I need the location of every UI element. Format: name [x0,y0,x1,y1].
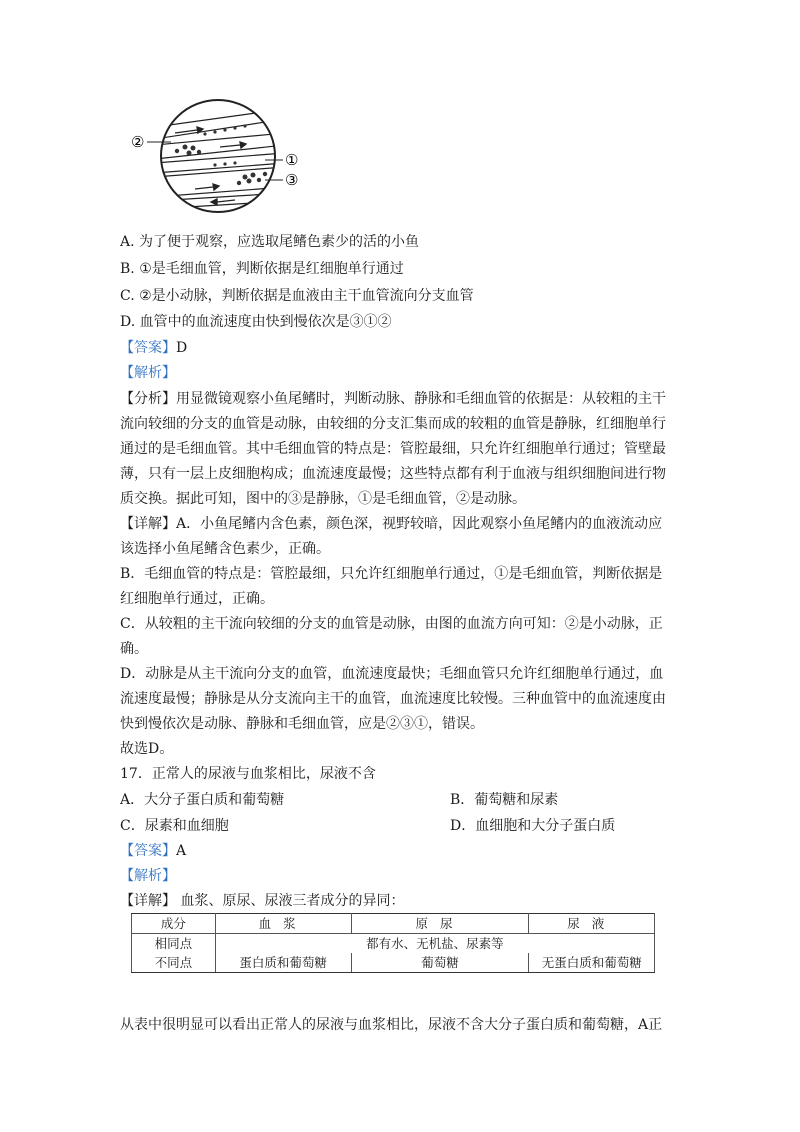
detail-text: A．小鱼尾鳍内含色素，颜色深，视野较暗，因此观察小鱼尾鳍内的血液流动应 [176,516,663,532]
table-cell: 葡萄糖 [351,953,529,973]
q16-analysis-tag: 【解析】 [120,365,176,381]
q16-option-d: D. 血管中的血流速度由快到慢依次是③①② [120,314,392,330]
q17-stem: 17．正常人的尿液与血浆相比，尿液不含 [120,766,376,782]
figure-label-3: ③ [285,171,299,189]
q16-detail-line: 该选择小鱼尾鳍含色素少，正确。 [120,541,330,557]
figure-label-1: ① [285,151,299,169]
q16-detail-line [120,511,680,537]
q16-detail-line: 快到慢依次是动脉、静脉和毛细血管，应是②③①，错误。 [120,716,484,732]
q16-option-b: B. ①是毛细血管，判断依据是红细胞单行通过 [120,261,404,277]
figure-label-2: ② [131,133,145,151]
table-header: 尿液 [529,914,655,934]
fenxi-tag: 【分析】 [120,391,176,407]
q16-detail-line: 确。 [120,641,148,657]
table-cell: 无蛋白质和葡萄糖 [529,953,655,973]
q17-conclusion: 从表中很明显可以看出正常人的尿液与血浆相比，尿液不含大分子蛋白质和葡萄糖，A正 [120,1017,663,1033]
answer-tag: 【答案】 [120,843,176,859]
blood-vessel-figure [125,97,315,215]
q17-option-a: A．大分子蛋白质和葡萄糖 [120,792,285,808]
q17-option-d: D．血细胞和大分子蛋白质 [450,818,616,834]
q16-fenxi-line: 质交换。据此可知，图中的③是静脉，①是毛细血管，②是动脉。 [120,491,526,507]
answer-value: A [176,843,187,859]
table-cell: 蛋白质和葡萄糖 [215,953,351,973]
q16-fenxi-line: 流向较细的分支的血管是动脉，由较细的分支汇集而成的较粗的血管是静脉，红细胞单行 [120,416,666,432]
q17-option-c: C．尿素和血细胞 [120,818,229,834]
q17-analysis-tag: 【解析】 [120,868,176,884]
q16-fenxi-line [120,386,680,412]
q16-detail-line: B．毛细血管的特点是：管腔最细，只允许红细胞单行通过，①是毛细血管，判断依据是 [120,566,663,582]
table-header: 成分 [132,914,216,934]
detail-tag: 【详解】 [120,893,176,909]
q16-detail-line: D．动脉是从主干流向分支的血管，血流速度最快；毛细血管只允许红细胞单行通过，血 [120,666,664,682]
comparison-table [131,913,655,973]
q17-answer [120,838,680,864]
q16-answer [120,335,680,361]
answer-tag: 【答案】 [120,340,176,356]
q16-option-a: A. 为了便于观察，应选取尾鳍色素少的活的小鱼 [120,234,420,250]
q16-conclusion: 故选D。 [120,741,174,757]
q16-detail-line: 流速度最慢；静脉是从分支流向主干的血管，血流速度比较慢。三种血管中的血流速度由 [120,691,666,707]
table-cell: 不同点 [132,953,216,973]
vessel-field [155,97,285,215]
answer-value: D [176,340,188,356]
q16-fenxi-line: 薄，只有一层上皮细胞构成；血流速度最慢；这些特点都有利于血液与组织细胞间进行物 [120,466,666,482]
detail-tag: 【详解】 [120,516,176,532]
table-cell: 都有水、无机盐、尿素等 [215,934,654,954]
table-header: 血浆 [215,914,351,934]
table-cell: 相同点 [132,934,216,954]
detail-text: 血浆、原尿、尿液三者成分的异同： [180,893,405,909]
table-row [132,953,655,973]
table-header-row [132,914,655,934]
q16-detail-line: C．从较粗的主干流向较细的分支的血管是动脉，由图的血流方向可知：②是小动脉，正 [120,616,663,632]
fenxi-text: 用显微镜观察小鱼尾鳍时，判断动脉、静脉和毛细血管的依据是：从较粗的主干 [176,391,666,407]
table-header: 原尿 [351,914,529,934]
table-row [132,934,655,954]
q17-option-b: B．葡萄糖和尿素 [450,792,559,808]
q17-detail [120,888,680,914]
q16-detail-line: 红细胞单行通过，正确。 [120,591,274,607]
q16-option-c: C. ②是小动脉，判断依据是血液由主干血管流向分支血管 [120,288,474,304]
q16-fenxi-line: 通过的是毛细血管。其中毛细血管的特点是：管腔最细，只允许红细胞单行通过；管壁最 [120,441,666,457]
